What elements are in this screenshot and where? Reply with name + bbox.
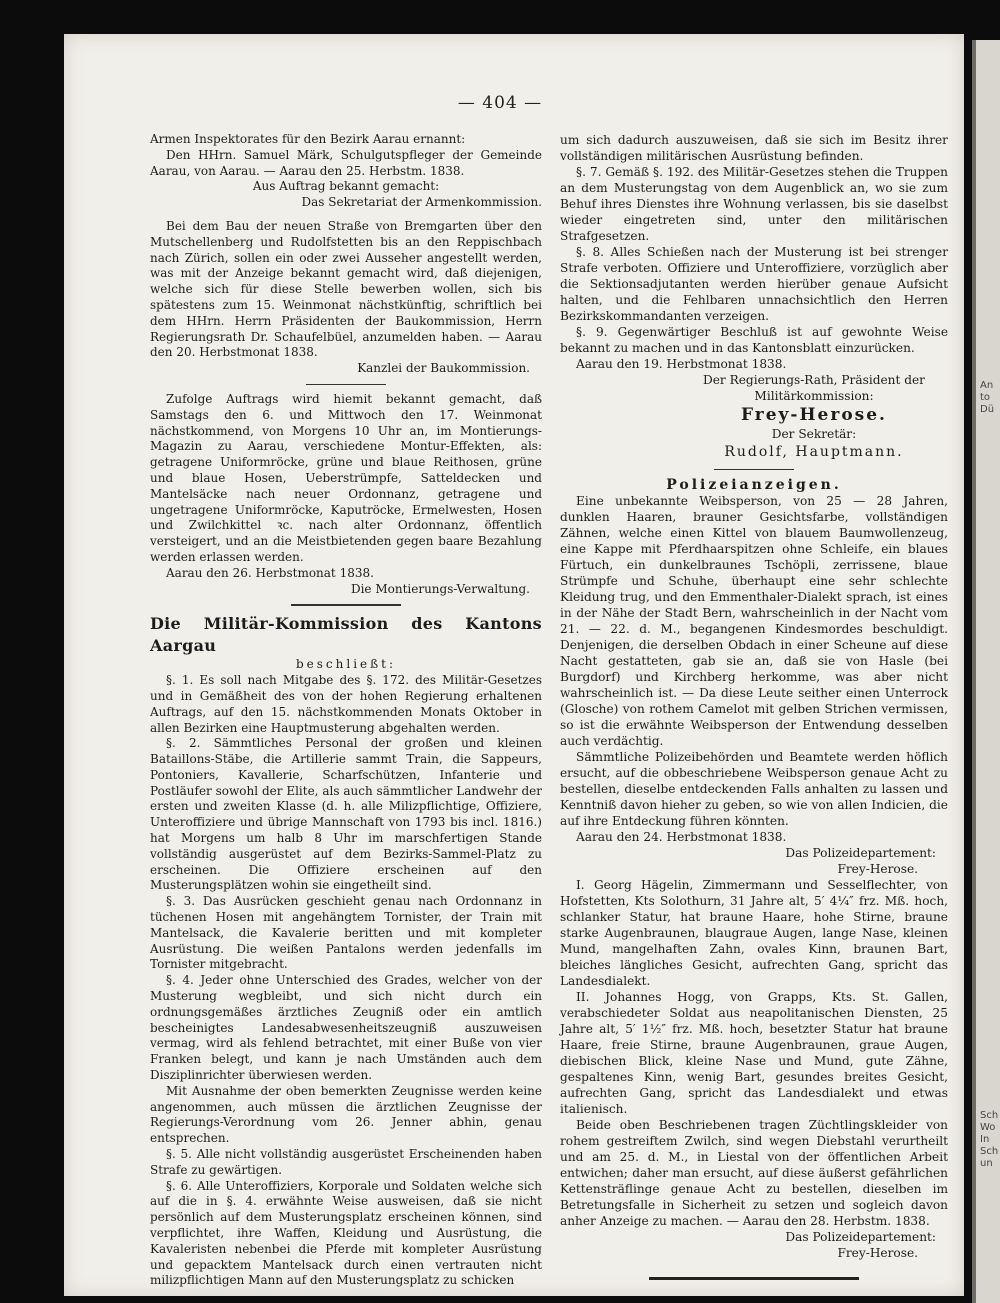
- page-fold-shadow: [972, 40, 976, 1303]
- divider-rule: [291, 604, 401, 606]
- paragraph-8: §. 8. Alles Schießen nach der Musterung ist bei strenger Strafe verboten. Offiziere und Unteroffiziere, vorzüglich aber die Sektionsadjutanten werden hierüber genaue Aufsicht halten, und die Fehlbaren unnachsichtlich den Herren Bezirkskommandanten verzeigen.: [560, 245, 948, 323]
- strasse-notice: Bei dem Bau der neuen Straße von Bremgarten über den Mutschellenberg und Rudolfstetten bis an den Reppischbach nach Zürich, sollen ein oder zwei Ausseher angestellt werden, was mit der Anzeige bekannt gemacht wird, daß diejenigen, welche sich für diese Stelle bewerben wollen, sich bis spätestens zum 15. Weinmonat nächstkünftig, schriftlich bei dem HHrn. Herrn Präsidenten der Baukommission, Herrn Regierungsrath Dr. Schaufelbüel, anzumelden haben. — Aarau den 20. Herbstmonat 1838.: [150, 218, 542, 360]
- paragraph-4: §. 4. Jeder ohne Unterschied des Grades, welcher von der Musterung wegbleibt, und sich nicht durch ein ordnungsgemäßes ärztliches Zeugniß oder ein amtlich bescheinigtes Landesabwesenheitszeugniß auszuweisen vermag, wird als fehlend betrachtet, mit einer Buße von vier Franken belegt, und kann je nach Umständen auch dem Disziplinrichter überwiesen werden.: [150, 973, 542, 1083]
- secretary-name: Rudolf, Hauptmann.: [724, 444, 904, 460]
- montur-notice: Zufolge Auftrags wird hiemit bekannt gemacht, daß Samstags den 6. und Mittwoch den 17. Weinmonat nächstkommend, von Morgens 10 Uhr an, im Montierungs-Magazin zu Aarau, verschiedene Montur-Effekten, als: getragene Uniformröcke, grüne und blaue Reithosen, grüne und blaue Hosen, Ueberstrümpfe, Satteldecken und Mantelsäcke nach neuer Ordonnanz, getragene und ungetragene Uniformröcke, Kaputröcke, Ermelwesten, Hosen und Zwilchkittel ꝛc. nach alter Ordonnanz, öffentlich versteigert, und an die Meistbietenden gegen baare Bezahlung werden erlassen werden.: [150, 391, 542, 564]
- end-rule: [649, 1277, 859, 1280]
- police-notice-woman: Eine unbekannte Weibsperson, von 25 — 28 Jahren, dunklen Haaren, brauner Gesichtsfarbe, vollständigen Zähnen, welche einen Kittel von blauem Baumwollenzeug, eine Kappe mit Pferdhaarspitzen ohne Schleife, ein blaues Fürtuch, ein dunkelbraunes Tschöpli, zerrissene, blaue Strümpfe und Schuhe, überhaupt eine sehr schlechte Kleidung trug, und den Emmenthaler-Dialekt sprach, ist eines in der Nähe der Stadt Bern, wahrscheinlich in der Nacht vom 21. — 22. d. M., begangenen Kindesmordes beschuldigt. Denjenigen, die derselben Obdach in einer Scheune auf diese Nacht gestatteten, gab sie an, daß sie von Hasle (bei Burgdorf) und Kirchberg herkomme, was aber nicht wahrscheinlich ist. — Da diese Leute seither einen Unterrock (Gloschе) von rothem Camelot mit gelben Strichen vermissen, so ist die erwähnte Weibsperson der Entwendung desselben auch verdächtig.: [560, 494, 948, 748]
- president-name: Frey-Herose.: [741, 405, 887, 425]
- armen-auftrag: Aus Auftrag bekannt gemacht:: [252, 179, 440, 194]
- paragraph-2: §. 2. Sämmtliches Personal der großen und kleinen Bataillons-Stäbe, die Artillerie sammt Train, die Sappeurs, Pontoniers, Kavallerie, Scharfschützen, Infanterie und Postläufer sowohl der Elite, als auch sämmtlicher Landwehr der ersten und zweiten Klasse (d. h. alle Milizpflichtige, Offiziere, Unteroffiziere und übrige Mannschaft von 1793 bis incl. 1816.) hat Morgens um halb 8 Uhr im marschfertigen Stande vollständig ausgerüstet auf dem Bezirks-Sammel-Platz zu erscheinen. Die Offiziere erscheinen auf den Musterungsplätzen wohin sie eingetheilt sind.: [150, 736, 542, 893]
- paragraph-6: §. 6. Alle Unteroffiziers, Korporale und Soldaten welche sich auf die in §. 4. erwähnte Weise ausweisen, daß sie nicht persönlich auf dem Musterungsplatz erscheinen können, sind verpflichtet, ihre Waffen, Kleidung und Ausrüstung, die Kavaleristen nebenbei die Pferde mit kompleter Ausrüstung und gepacktem Mantelsack durch einen vertrauten nicht milizpflichtigen Mann auf den Musterungsplatz zu schicken: [150, 1178, 542, 1288]
- page-number: — 404 —: [457, 93, 543, 113]
- fugitives-request: Beide oben Beschriebenen tragen Züchtlingskleider von rohem gestreiftem Zwilch, sind wegen Diebstahl verurtheilt und am 25. d. M., in Liestal von der öffentlichen Arbeit entwichen; daher man ersucht, auf diese äußerst gefährlichen Kettensträflinge genaue Acht zu bestellen, dieselben im Betretungsfalle in Sicherheit zu setzen und sogleich davon anher Anzeige zu machen. — Aarau den 28. Herbstm. 1838.: [560, 1118, 948, 1228]
- beschliesst-label: beschließt:: [295, 657, 397, 672]
- armen-body: Den HHrn. Samuel Märk, Schulgutspfleger der Gemeinde Aarau, von Aarau. — Aarau den 25. Herbstm. 1838.: [150, 147, 542, 178]
- left-column: [150, 132, 542, 1289]
- president-title: Der Regierungs-Rath, Präsident der Militärkommission:: [703, 373, 925, 403]
- adjacent-page-edge: [972, 40, 1000, 1303]
- montur-signature: Die Montierungs-Verwaltung.: [350, 581, 530, 596]
- fugitive-two: II. Johannes Hogg, von Grapps, Kts. St. Gallen, verabschiedeter Soldat aus neapolitanischen Diensten, 25 Jahre alt, 5′ 1½″ frz. Mß. hoch, besetzter Statur hat braune Haare, freie Stirne, braune Augenbraunen, graue Augen, diebischen Blick, kleine Nase und Mund, gute Zähne, gespaltenes Kinn, wenig Bart, gesundes breites Gesicht, aufrechten Gang, spricht das Landesdialekt und etwas italienisch.: [560, 990, 948, 1116]
- divider-rule: [306, 384, 386, 385]
- end-department-signature: Frey-Herose.: [837, 1246, 918, 1260]
- decree-date: Aarau den 19. Herbstmonat 1838.: [576, 357, 787, 371]
- police-department-label: Das Polizeidepartement:: [785, 846, 936, 860]
- adjacent-page-text: An to Dü: [980, 380, 995, 415]
- adjacent-page-text-lower: Sch Wo In Sch un: [980, 1110, 999, 1169]
- paragraph-1: §. 1. Es soll nach Mitgabe des §. 172. des Militär-Gesetzes und in Gemäßheit des von der hohen Regierung erhaltenen Auftrags, auf den 15. nächstkommenden Monats Oktober in allen Bezirken eine Hauptmusterung abgehalten werden.: [150, 673, 542, 735]
- police-date: Aarau den 24. Herbstmonat 1838.: [576, 830, 787, 844]
- end-department-label: Das Polizeidepartement:: [785, 1230, 936, 1244]
- strasse-signature: Kanzlei der Baukommission.: [357, 361, 530, 376]
- armen-heading-line: Armen Inspektorates für den Bezirk Aarau ernannt:: [150, 132, 466, 146]
- fugitive-one: I. Georg Hägelin, Zimmermann und Sesselflechter, von Hofstetten, Kts Solothurn, 31 Jahre alt, 5′ 4¼″ frz. Mß. hoch, schlanker Statur, hat braune Haare, hohe Stirne, braune starke Augenbraunen, blaugraue Augen, lange Nase, kleinen Mund, mangelhaften Zahn, ovales Kinn, braunen Bart, bleiches längliches Gesicht, aufrechten Gang, spricht das Landesdialekt.: [560, 878, 948, 988]
- secretary-title: Der Sekretär:: [771, 427, 857, 441]
- police-notices-heading: Polizeianzeigen.: [666, 477, 842, 493]
- military-commission-heading: Die Militär-Kommission des Kantons Aargau: [150, 614, 542, 656]
- paragraph-9: §. 9. Gegenwärtiger Beschluß ist auf gewohnte Weise bekannt zu machen und in das Kantonsblatt einzurücken.: [560, 325, 948, 355]
- armen-signature: Das Sekretariat der Armenkommission.: [301, 195, 542, 210]
- paragraph-4b: Mit Ausnahme der oben bemerkten Zeugnisse werden keine angenommen, auch müssen die ärztlichen Zeugnisse der Regierungs-Verordnung vom 26. Jenner abhin, genau entsprechen.: [150, 1083, 542, 1146]
- paragraph-6-continued: um sich dadurch auszuweisen, daß sie sich im Besitz ihrer vollständigen militärischen Ausrüstung befinden.: [560, 133, 948, 163]
- right-column: [560, 132, 948, 1280]
- divider-rule: [714, 469, 794, 470]
- police-request: Sämmtliche Polizeibehörden und Beamtete werden höflich ersucht, auf die obbeschriebene Weibsperson genaue Acht zu bestellen, dieselbe entdeckenden Falls anhalten zu lassen und Kenntniß davon hieher zu geben, so wie von allen Indicien, die auf ihre Entdeckung führen könnten.: [560, 750, 948, 828]
- montur-date: Aarau den 26. Herbstmonat 1838.: [166, 565, 374, 580]
- police-department-signature: Frey-Herose.: [837, 862, 918, 876]
- paragraph-3: §. 3. Das Ausrücken geschieht genau nach Ordonnanz in tüchenen Hosen mit angehängtem Tornister, der Train mit Mantelsack, die Kavalerie beritten und mit kompleter Ausrüstung. Die weißen Pantalons werden jedenfalls im Tornister mitgebracht.: [150, 894, 542, 972]
- paragraph-5: §. 5. Alle nicht vollständig ausgerüstet Erscheinenden haben Strafe zu gewärtigen.: [150, 1147, 542, 1177]
- paragraph-7: §. 7. Gemäß §. 192. des Militär-Gesetzes stehen die Truppen an dem Musterungstag von dem Augenblick an, wo sie zum Behuf ihres Dienstes ihre Wohnung verlassen, bis sie daselbst wieder eingetreten sind, unter den militärischen Strafgesetzen.: [560, 165, 948, 243]
